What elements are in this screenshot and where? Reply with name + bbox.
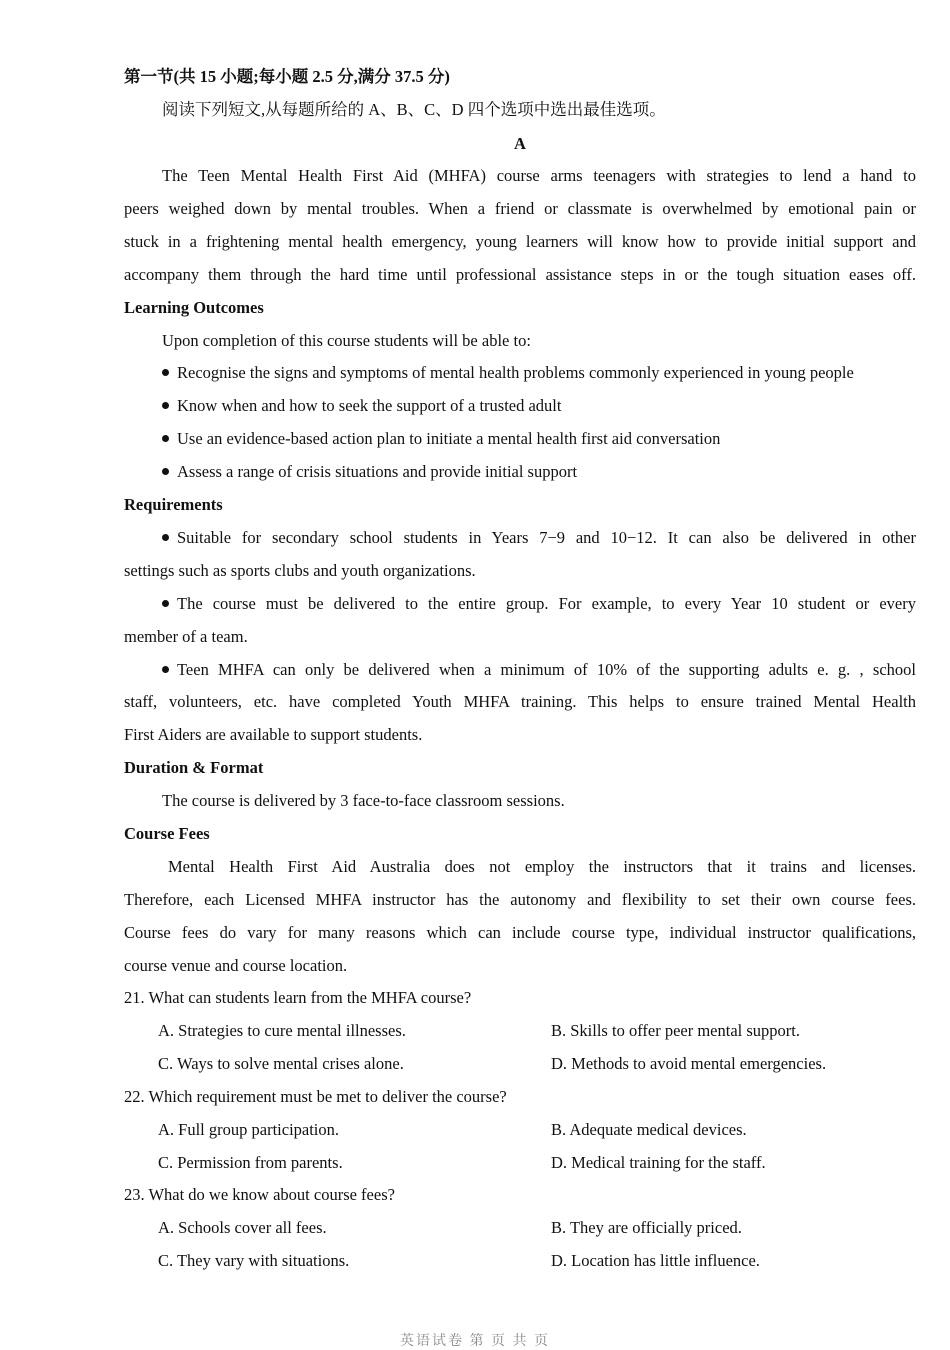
learning-lead: Upon completion of this course students will be able to: (162, 331, 531, 350)
bullet-icon (162, 369, 169, 376)
question-stem: 21. What can students learn from the MHFA course? (124, 988, 472, 1007)
passage-label: A (514, 134, 526, 153)
duration-text: The course is delivered by 3 face-to-face classroom sessions. (162, 791, 565, 810)
learning-item-text: Know when and how to seek the support of a trusted adult (177, 396, 562, 415)
learning-item (162, 428, 916, 450)
option-b[interactable]: B. Adequate medical devices. (551, 1120, 747, 1139)
learning-item (162, 461, 916, 483)
intro-line: peers weighed down by mental troubles. When a friend or classmate is overwhelmed by emotional pain or (124, 199, 916, 218)
option-a[interactable]: A. Strategies to cure mental illnesses. (158, 1021, 406, 1040)
bullet-icon (162, 402, 169, 409)
intro-line: The Teen Mental Health First Aid (MHFA) course arms teenagers with strategies to lend a hand to (162, 166, 916, 185)
requirement-line (162, 593, 916, 615)
intro-line: stuck in a frightening mental health emergency, young learners will know how to provide initial support and (124, 232, 916, 251)
requirement-line (162, 527, 916, 549)
option-c[interactable]: C. Permission from parents. (158, 1153, 343, 1172)
requirements-heading: Requirements (124, 495, 223, 514)
requirement-line: First Aiders are available to support students. (124, 725, 423, 744)
fees-line: Course fees do vary for many reasons which can include course type, individual instructor qualifications, (124, 923, 916, 942)
option-d[interactable]: D. Location has little influence. (551, 1251, 760, 1270)
requirement-line (162, 659, 916, 681)
learning-heading: Learning Outcomes (124, 298, 264, 317)
bullet-icon (162, 435, 169, 442)
learning-item (162, 362, 916, 384)
section-header: 第一节(共 15 小题;每小题 2.5 分,满分 37.5 分) (124, 67, 450, 86)
option-d[interactable]: D. Methods to avoid mental emergencies. (551, 1054, 827, 1073)
requirement-line: staff, volunteers, etc. have completed Youth MHFA training. This helps to ensure trained Mental Health (124, 692, 916, 711)
bullet-icon (162, 468, 169, 475)
requirement-line: settings such as sports clubs and youth organizations. (124, 561, 476, 580)
bullet-icon (162, 600, 169, 607)
fees-heading: Course Fees (124, 824, 210, 843)
option-c[interactable]: C. Ways to solve mental crises alone. (158, 1054, 404, 1073)
learning-item-text: Use an evidence-based action plan to initiate a mental health first aid conversation (177, 429, 721, 448)
requirement-text: Teen MHFA can only be delivered when a minimum of 10% of the supporting adults e. g. , school (177, 660, 916, 679)
learning-item-text: Recognise the signs and symptoms of mental health problems commonly experienced in young people (177, 363, 854, 382)
intro-line: accompany them through the hard time until professional assistance steps in or the tough situation eases off. (124, 265, 916, 284)
fees-line: Therefore, each Licensed MHFA instructor has the autonomy and flexibility to set their own course fees. (124, 890, 916, 909)
learning-item (162, 395, 916, 417)
fees-line: Mental Health First Aid Australia does not employ the instructors that it trains and licenses. (168, 857, 916, 876)
option-c[interactable]: C. They vary with situations. (158, 1251, 350, 1270)
option-b[interactable]: B. They are officially priced. (551, 1218, 742, 1237)
requirement-line: member of a team. (124, 627, 248, 646)
duration-heading: Duration & Format (124, 758, 264, 777)
requirement-text: The course must be delivered to the entire group. For example, to every Year 10 student or every (177, 594, 916, 613)
option-a[interactable]: A. Schools cover all fees. (158, 1218, 327, 1237)
question-stem: 23. What do we know about course fees? (124, 1185, 395, 1204)
question-stem: 22. Which requirement must be met to deliver the course? (124, 1087, 507, 1106)
option-b[interactable]: B. Skills to offer peer mental support. (551, 1021, 800, 1040)
instructions: 阅读下列短文,从每题所给的 A、B、C、D 四个选项中选出最佳选项。 (162, 100, 666, 119)
requirement-text: Suitable for secondary school students in Years 7−9 and 10−12. It can also be delivered in other (177, 528, 916, 547)
fees-line: course venue and course location. (124, 956, 348, 975)
page-footer: 英语试卷 第 页 共 页 (400, 1334, 550, 1349)
bullet-icon (162, 534, 169, 541)
option-d[interactable]: D. Medical training for the staff. (551, 1153, 766, 1172)
learning-item-text: Assess a range of crisis situations and provide initial support (177, 462, 578, 481)
bullet-icon (162, 666, 169, 673)
option-a[interactable]: A. Full group participation. (158, 1120, 340, 1139)
